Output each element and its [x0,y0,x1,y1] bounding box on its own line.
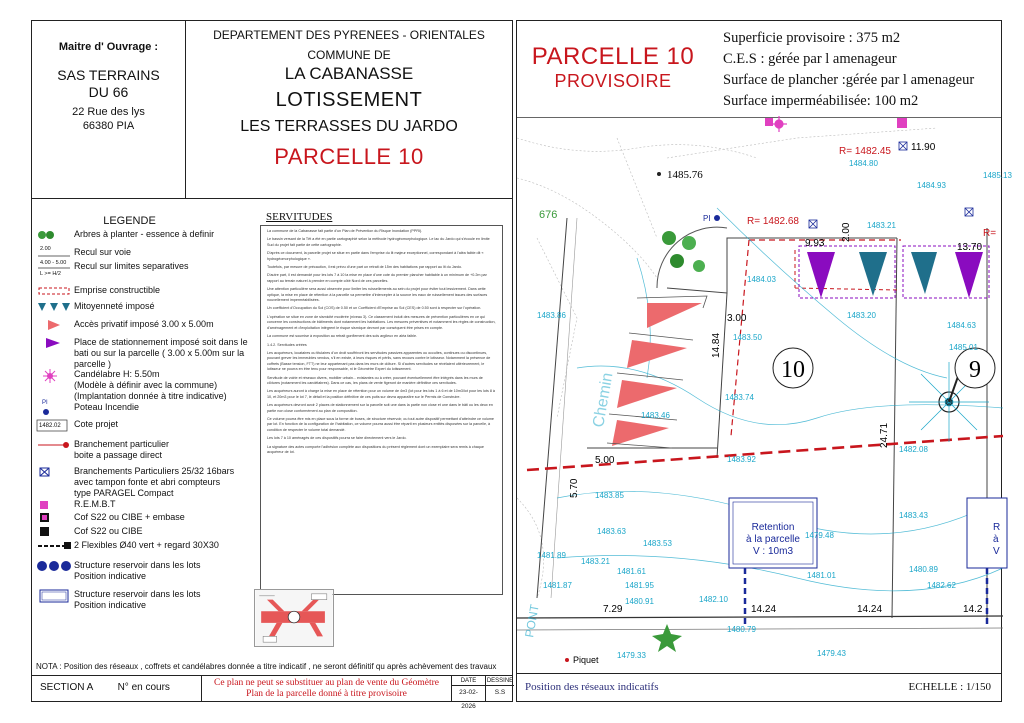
r-lot9-label: R= [983,228,997,239]
legend-item [36,337,254,370]
servitude-paragraph: Les acquéreurs devront avoir 2 places de stationnement sur la parcelle soit une dans la partie non close et une dans le bâti ou les deux en partie non close conformément au plan de composition. [267,403,493,413]
legend-item-label: Emprise constructible [74,285,161,295]
plan-footer [517,673,1001,701]
owner-name-line2: DU 66 [88,84,129,100]
dim-3-00: 3.00 [727,313,747,324]
servitude-paragraph: Les acquéreurs auront à charge la mise en place de rétention pour un volume de 4m3 (lot pour les lots 1 à 6 et de 10m3/lot pour les lots 8 à 10, et 20m3 pour le lot 7, le détail et la position définitive de ces puits sur devra apparaître sur le Permis de Construire. [267,389,495,399]
servitude-paragraph: 1.4.2. Servitudes créées [267,342,307,347]
green-star-icon [652,624,682,652]
dim-2-00: 2.00 [841,222,852,242]
level-label: 1480.89 [909,565,938,574]
legend-item [36,261,254,275]
level-label: 1480.91 [625,597,654,606]
level-tag-icon [36,419,74,433]
svg-text:R: R [993,522,1001,533]
legend-item-label: Branchements Particuliers 25/32 16bars avec tampon fonte et abri compteurs type PARAGEL Compact [74,466,235,498]
lot-10-label: 10 [781,357,805,383]
section-number: N° en cours [117,682,170,693]
level-label: 1480.79 [727,625,756,634]
level-label: 1483.20 [847,311,876,320]
legend-symbol-label: PI [42,400,48,406]
cof-base-icon [36,512,74,526]
owner-address-line2: 66380 PIA [82,120,135,132]
level-label: 1479.33 [617,651,646,660]
legend-item-label: Mitoyenneté imposé [74,301,155,311]
legend-title: LEGENDE [103,215,156,227]
legend-symbol-label: 1482.02 [39,423,61,429]
dim-5-70: 5.70 [569,478,580,498]
legend-item [36,247,254,261]
plan-info [723,28,974,112]
level-label: 1482.08 [899,445,928,454]
servitudes-body [260,225,503,595]
legend-item [36,229,254,243]
setback-limit-icon [36,261,74,275]
meter-box-icon [36,466,74,480]
legend-item-label: Cote projet [74,419,119,429]
trees-icon [36,229,74,243]
spot-height-1: 1485.76 [667,169,703,181]
legend-item [36,540,254,554]
parking-icon [36,337,74,351]
level-label: 1484.80 [849,159,878,168]
project-commune-label: COMMUNE DE [307,48,391,62]
legend-item [36,285,254,299]
legend-item [36,526,254,540]
connection-box-icon [36,439,74,453]
reservoir-dots-icon [36,560,74,574]
servitude-paragraph: Toutefois, par mesure de précaution, il est prévu d'une part un retrait de 15m des habitations par rapport au lit du Jardo. [267,265,463,270]
project-department: DEPARTEMENT DES PYRENEES - ORIENTALES [213,28,485,42]
dim-14-24: 14.24 [751,604,777,615]
legend-item-label: Recul sur limites separatives [74,261,189,271]
plan-title [523,43,703,92]
designer-value: S.S [494,689,506,696]
legend-symbol-label: L >= H/2 [40,271,61,277]
level-label: 1482.62 [927,581,956,590]
level-label: 1483.53 [643,539,672,548]
dim-14-24b: 14.24 [857,604,883,615]
servitude-paragraph: D'autre part, il est demandé pour les lots 7 à 10 la mise en place d'une cote du premier plancher habitable à un minimum de +0.2m par rapport au terrain naturel à prendre en compte côté Nord de ces parcelles. [267,273,487,283]
legend-item [36,402,254,416]
plan-title-line2: PROVISOIRE [554,71,672,91]
legend-item-label: Arbres à planter - essence à definir [74,229,215,239]
warning-line1: Ce plan ne peut se substituer au plan de vente du Géomètre [213,678,440,688]
network-note: Position des réseaux indicatifs [525,681,659,693]
legend-item [36,419,254,433]
designer-cell [486,676,514,701]
legend-item [36,512,254,526]
servitude-paragraph: Les acquéreurs, locataires ou titulaires d'un droit souffriront les servitudes passives apparentes ou occultes, continues ou discontinues, pouvant grever les immeubles vendus, s'il en existe, à leurs risques et périls, sans recours contre le lotisseur. Notamment la présence de coffrets (Basse tension, FTT) ne leur appartenant pas dans les murs de clôture. Si d'autres servitudes se révélaient ultérieurement, le lotisseur ne pourra en être tenu pour responsable, ni le Géomètre Expert du lotissement. [267,350,491,372]
level-label: 1485.13 [983,171,1012,180]
servitude-paragraph: La commune de la Cabanasse fait partie d'un Plan de Prévention du Risque Inondation (PPRI). [267,229,423,233]
level-label: 1481.01 [807,571,836,580]
legend-item [36,499,254,513]
level-label: 1481.87 [543,581,572,590]
title-block-sheet [31,20,514,710]
warning-cell [202,676,452,701]
r-top-label: R= 1482.45 [839,146,891,157]
date-value: 23-02-2026 [459,689,478,710]
project-name: LES TERRASSES DU JARDO [240,118,458,135]
reservoir-box-icon [36,589,74,603]
section-label: SECTION A [40,682,93,693]
date-label: DATE [452,676,485,686]
level-label: 1483.92 [727,455,756,464]
level-label: 1484.63 [947,321,976,330]
legend-item-label: 2 Flexibles Ø40 vert + regard 30X30 [74,540,219,550]
legend-item [36,369,254,402]
legend-item-label: Cof S22 ou CIBE + embase [74,512,185,522]
level-label: 1483.74 [725,393,754,402]
owner-title: Maitre d' Ouvrage : [58,41,159,53]
r-lot10-label: R= 1482.68 [747,216,799,227]
buildable-area-icon [36,285,74,299]
owner-box [32,21,186,199]
legend [32,199,257,659]
private-access-icon [36,319,74,333]
servitudes-title: SERVITUDES [266,211,333,223]
scale-label: ECHELLE : 1/150 [908,681,991,693]
project-type: LOTISSEMENT [275,89,423,111]
dim-11-90: 11.90 [911,142,936,153]
legend-item-label: Poteau Incendie [74,402,140,412]
dim-13-70: 13.70 [957,242,983,253]
level-label: 1484.93 [917,181,946,190]
dim-9-93: 9.93 [805,238,825,249]
legend-item-label: Place de stationnement imposé soit dans le bati ou sur la parcelle ( 3.00 x 5.00m sur la parcelle ) [74,337,248,369]
title-footer [32,675,514,710]
streetlight-icon [36,369,74,383]
owner-name-line1: SAS TERRAINS [57,67,160,83]
level-label: 1483.46 [641,411,670,420]
plan-sheet [516,20,1012,702]
level-label: 1479.43 [817,649,846,658]
lot-9-label: 9 [969,357,981,383]
piquet-label: Piquet [573,655,599,665]
legend-item [36,466,254,499]
legend-item-label: Cof S22 ou CIBE [74,526,143,536]
level-label: 1479.48 [805,531,834,540]
servitude-paragraph: La signature des actes comporte l'adhésion complète aux dispositions du présent règlement dont un exemplaire sera remis à chaque acquéreur de lot. [267,444,484,454]
cof-icon [36,526,74,540]
dim-5-00: 5.00 [595,455,615,466]
servitude-paragraph: Les lots 7 à 10 aménagés de ces dispositifs pourra se faire directement vers le Jardo. [267,436,407,441]
legend-symbol-label: 2.00 [40,246,51,252]
fire-hydrant-icon [703,214,720,223]
warning-line2: Plan de la parcelle donné à titre provisoire [246,689,407,699]
legend-item-label: Candélabre H: 5.50m (Modèle à définir avec la commune) (Implantation donnée à titre indicative) [74,369,227,401]
streetlight-icon [771,116,787,132]
dim-24-71: 24.71 [879,422,890,448]
level-label: 1483.86 [537,311,566,320]
section-cell [32,676,202,701]
legend-item [36,439,254,461]
level-label: 1483.63 [597,527,626,536]
lot-676-label: 676 [539,209,558,221]
legend-item-label: Accès privatif imposé 3.00 x 5.00m [74,319,214,329]
owner-address-line1: 22 Rue des lys [72,106,145,118]
level-label: 1483.43 [899,511,928,520]
road-chemin-label: Chemin [590,371,617,429]
info-surface: Superficie provisoire : 375 m2 [723,30,901,46]
info-impermeable: Surface imperméabilisée: 100 m2 [723,93,919,109]
nota-text: NOTA : Position des réseaux , coffrets et candélabres donnée a titre indicatif , ne seront définitif qu après achèvement des travaux [36,662,497,671]
level-label: 1485.01 [949,343,978,352]
owner-name [32,67,185,101]
svg-text:à: à [993,534,999,545]
dim-7-29: 7.29 [603,604,623,615]
plan-map [517,117,1012,673]
project-box [186,21,512,199]
svg-text:à la parcelle: à la parcelle [746,534,800,545]
retention-box-lot9 [967,498,1007,568]
legend-item-label: Structure reservoir dans les lots Position indicative [74,589,201,610]
servitude-paragraph: Ce volume pourra être mis en place sous la forme de buses, de structure réservoir, ou tout autre dispositif permettant d'atteindre ce volume par lot. En fonction de la configuration de l'habitation, ce volume pourra aussi être réparti en plusieurs entités disposées sur la parcelle, à condition de respecter le volume total demandé. [267,416,494,432]
owner-address [32,105,185,133]
level-label: 1481.95 [625,581,654,590]
svg-text:V: V [993,546,1000,557]
servitude-paragraph: La commune est soumise à exposition au retrait gonflement des sols argileux en aléa faible. [267,334,418,339]
legend-item [36,560,254,582]
date-cell [452,676,486,710]
servitudes [260,211,503,591]
plan-drawing [517,118,1012,678]
svg-text:V : 10m3: V : 10m3 [752,546,794,557]
level-label: 1481.89 [537,551,566,560]
location-mini-map [254,589,334,647]
servitude-paragraph: Un coefficient d'Occupation du Sol (COS) de 0.50 et un Coefficient d'Emprise au Sol (CES) de 0.50 sont à respecter sur l'opération. [267,306,482,311]
svg-text:PI: PI [703,214,711,223]
servitude-paragraph: Le bassin versant de la Têt a été en partie cartographié selon la méthode hydrogéomorphologique. Le lac du Jardo qui s'écoule en limite Sud du projet fait partie de cette cartographie. [267,237,490,247]
legend-item [36,301,254,315]
servitude-paragraph: D'après ce document, la parcelle projet se situe en partie dans l'emprise du lit majeur exceptionnel, correspondant à l'aléa faible dit « hydrogéomorphologique ». [267,251,484,261]
designer-label: DESSINE [486,678,514,684]
legend-item-label: Recul sur voie [74,247,132,257]
info-floor-area: Surface de plancher :gérée par l amenageur [723,72,975,88]
legend-item [36,589,254,611]
legend-item [36,319,254,333]
level-label: 1483.21 [867,221,896,230]
level-label: 1483.50 [733,333,762,342]
info-ces: C.E.S : gérée par l amenageur [723,51,897,67]
retention-box [729,498,817,568]
plan-title-line1: PARCELLE 10 [531,43,695,70]
level-label: 1482.10 [699,595,728,604]
party-wall-icon [36,301,74,315]
road-pont-label: PONT [522,603,542,639]
legend-item-label: Branchement particulier boite a passage direct [74,439,170,460]
legend-symbol-label: 4.00 - 5.00 [40,260,67,266]
level-label: 1483.21 [581,557,610,566]
level-label: 1483.85 [595,491,624,500]
dim-14-84: 14.84 [711,332,722,358]
legend-item-label: R.E.M.B.T [74,499,116,509]
level-label: 1484.03 [747,275,776,284]
dim-14-2: 14.2 [963,604,983,615]
project-commune: LA CABANASSE [284,64,414,83]
project-parcel: PARCELLE 10 [274,144,424,169]
svg-text:Retention: Retention [751,522,795,533]
legend-item-label: Structure reservoir dans les lots Position indicative [74,560,201,581]
fire-hydrant-icon [36,402,74,416]
servitude-paragraph: Servitude de voirie et réseaux divers, mobilier urbain... existantes ou à créer, pouvant éventuellement être intégrés dans les murs de clôtures (notamment les candélabres). Dans ce cas, les plans de vente figeront de manière définitive ces servitudes. [267,375,483,385]
rembt-icon [36,499,74,513]
level-label: 1481.61 [617,567,646,576]
servitude-paragraph: L'opération se situe en zone de sismicité modérée (niveau 3). Ce classement induit des mesures de prévention particulières en ce qui concerne les constructions de bâtiments dont notamment les habitations. Les mesures préventives et notamment les règles de construction, d'aménagement et d'exploitation intègrent le risque sismique devront par conséquent être prises en compte. [267,314,496,330]
servitude-paragraph: Une attention particulière sera aussi observée pour limiter les ruissellements au sein du projet pour éviter tout lessivement. Dans cette optique, la mise en place de rétention à la parcelle va permettre d'intercepter à la source les eaux de ruissellement issues des surfaces nouvellement imperméabilisées. [267,287,488,303]
flexible-icon [36,540,74,554]
